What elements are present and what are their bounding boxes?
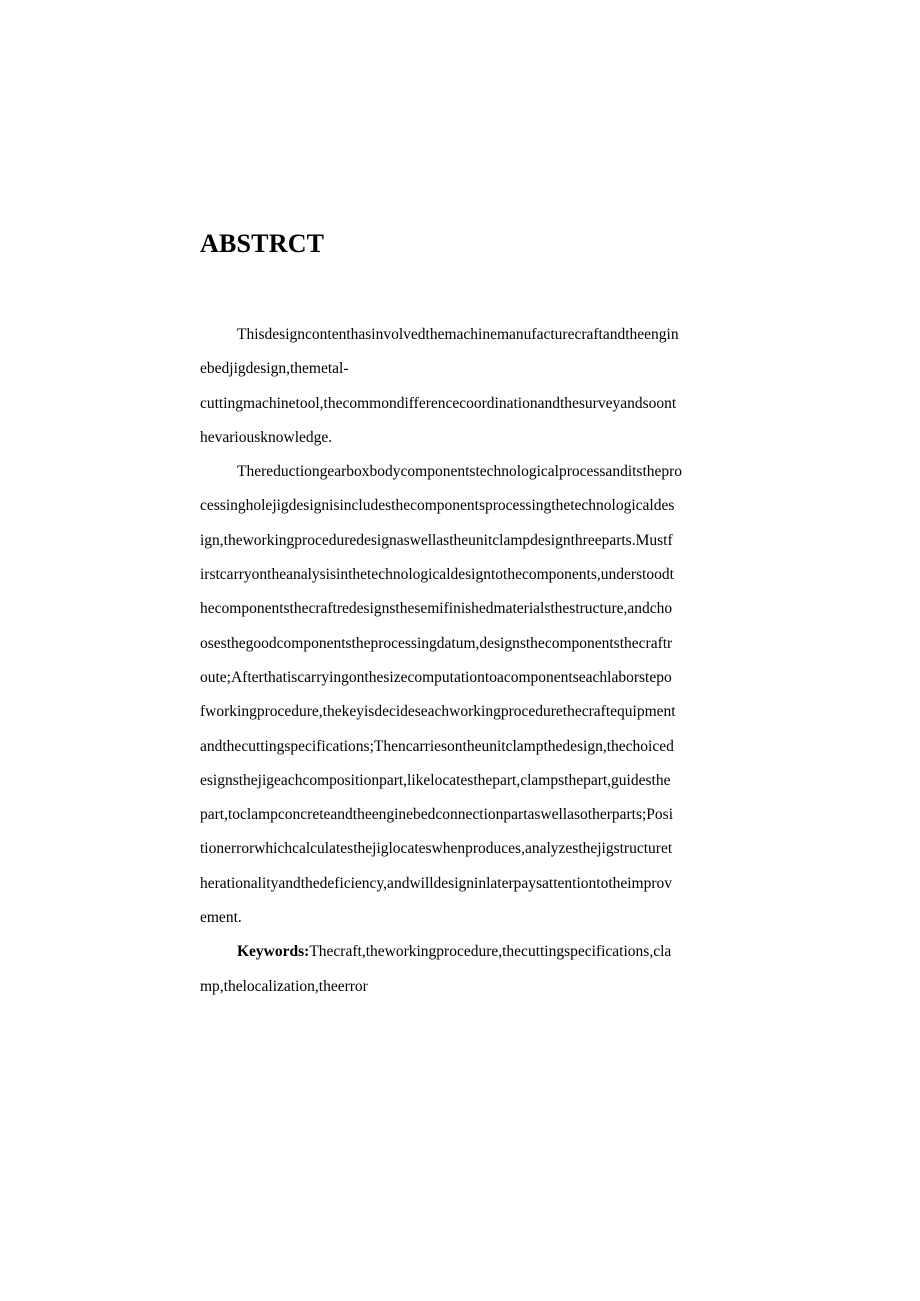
text-line: cessingholejigdesignisincludesthecomponentsprocessingthetechnologicaldes: [200, 497, 675, 515]
text-line: tionerrorwhichcalculatesthejiglocateswhenproduces,analyzesthejigstructuret: [200, 840, 673, 858]
text-line: fworkingprocedure,thekeyisdecideseachworkingproceduretheсraftequipment: [200, 703, 676, 721]
text-line: hecomponentsthecraftredesignsthesemifinishedmaterialsthestructure,andcho: [200, 600, 673, 618]
text-line: hevariousknowledge.: [200, 428, 333, 446]
text-line: Thisdesigncontenthasinvolvedthemachinemanufacturecraftandtheengin: [237, 326, 679, 343]
text-line: ement.: [200, 909, 242, 927]
paragraph-1: [200, 318, 774, 455]
keywords-label: Keywords:: [237, 943, 310, 961]
keywords-line: mp,thelocalization,theerror: [200, 977, 368, 995]
text-line: ebedjigdesign,themetal-: [200, 360, 349, 378]
text-line: Thereductiongearboxbodycomponentstechnologicalprocessanditstheprо: [237, 463, 683, 481]
keywords-line: [200, 935, 774, 969]
abstract-body: [200, 318, 774, 1004]
abstract-title: ABSTRCT: [200, 229, 325, 258]
text-line: irstcarryontheanalysisinthetechnologicaldesigntothecomponents,understoodt: [200, 566, 674, 584]
text-line: cuttingmachinetool,thecommondifferencecoordinationandthesurveyandsoont: [200, 394, 677, 412]
text-line: herationalityandthedeficiency,andwilldesigninlaterpaysattentiontotheimprov: [200, 874, 673, 892]
text-line: oute;Afterthatiscarryingonthesizecomputationtoacomponentseachlaborstepo: [200, 668, 672, 686]
paragraph-2: [200, 455, 774, 935]
text-line: ign,theworkingproceduredesignaswellastheunitclampdesignthreeparts.Mustf: [200, 531, 673, 549]
keywords-paragraph: [200, 935, 774, 1004]
text-line: part,toclampconcreteandtheenginebedconnectionpartaswellasotherparts;Posi: [200, 806, 673, 824]
text-line: andthecuttingspecifications;Thencarriesontheunitclampthedesign,thechoiced: [200, 737, 674, 755]
text-line: osesthegoodcomponentstheprocessingdatum,designsthecomponentsthecraftr: [200, 634, 673, 652]
keywords-text: Thecraft,theworkingprocedure,thecuttingspecifications,cla: [309, 943, 672, 961]
text-line: esignsthejigeachcompositionpart,likelocatesthepart,clampsthepart,guidesthe: [200, 771, 671, 789]
